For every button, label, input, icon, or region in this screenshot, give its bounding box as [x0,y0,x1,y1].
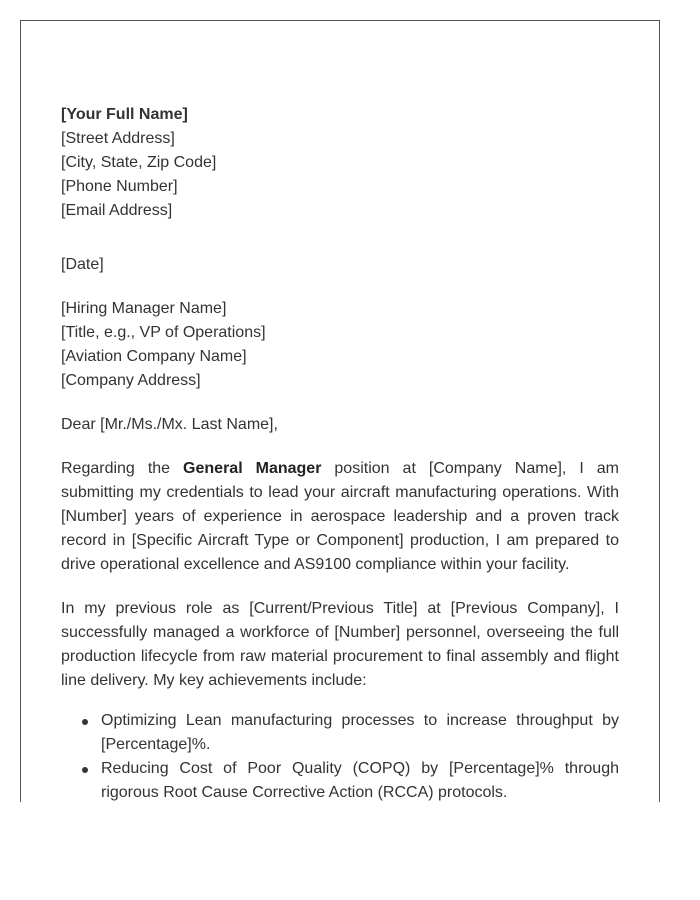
recipient-company: [Aviation Company Name] [61,348,247,365]
list-item [101,757,619,802]
sender-phone: [Phone Number] [61,178,178,195]
bullet-icon [82,719,88,725]
recipient-block [61,297,619,393]
list-item [101,709,619,757]
achievement-text: Reducing Cost of Poor Quality (COPQ) by [Percentage]% through rigorous Root Cause Corrective Action (RCCA) protocols. [101,760,619,801]
spacer [61,577,619,597]
sender-email: [Email Address] [61,202,173,219]
experience-paragraph: In my previous role as [Current/Previous Title] at [Previous Company], I successfully managed a workforce of [Number] personnel, overseeing the full production lifecycle from raw material procurement to final assembly and flight line delivery. My key achievements include: [61,600,619,689]
letter-page [20,20,660,802]
letter-content [61,103,619,802]
intro-paragraph [61,457,619,577]
sender-city-state-zip: [City, State, Zip Code] [61,154,217,171]
achievements-list [61,709,619,802]
recipient-address: [Company Address] [61,372,201,389]
intro-prefix: Regarding the [61,460,184,477]
sender-name: [Your Full Name] [61,106,188,123]
bullet-icon [82,767,88,773]
spacer [61,437,619,457]
spacer [61,223,619,253]
salutation: Dear [Mr./Ms./Mx. Last Name], [61,416,278,433]
recipient-name: [Hiring Manager Name] [61,300,227,317]
recipient-title: [Title, e.g., VP of Operations] [61,324,266,341]
letter-date: [Date] [61,256,104,273]
intro-suffix: position at [Company Name], I am submitting my credentials to lead your aircraft manufacturing operations. With [Number] years of experience in aerospace leadership and a proven track record in [Specific Aircraft Type or Component] production, I am prepared to drive operational excellence and AS9100 compliance within your facility. [61,460,620,573]
sender-block [61,103,619,223]
spacer [61,277,619,297]
sender-street: [Street Address] [61,130,175,147]
position-title: General Manager [183,460,322,477]
spacer [61,393,619,413]
achievement-text: Optimizing Lean manufacturing processes to increase throughput by [Percentage]%. [101,712,619,753]
